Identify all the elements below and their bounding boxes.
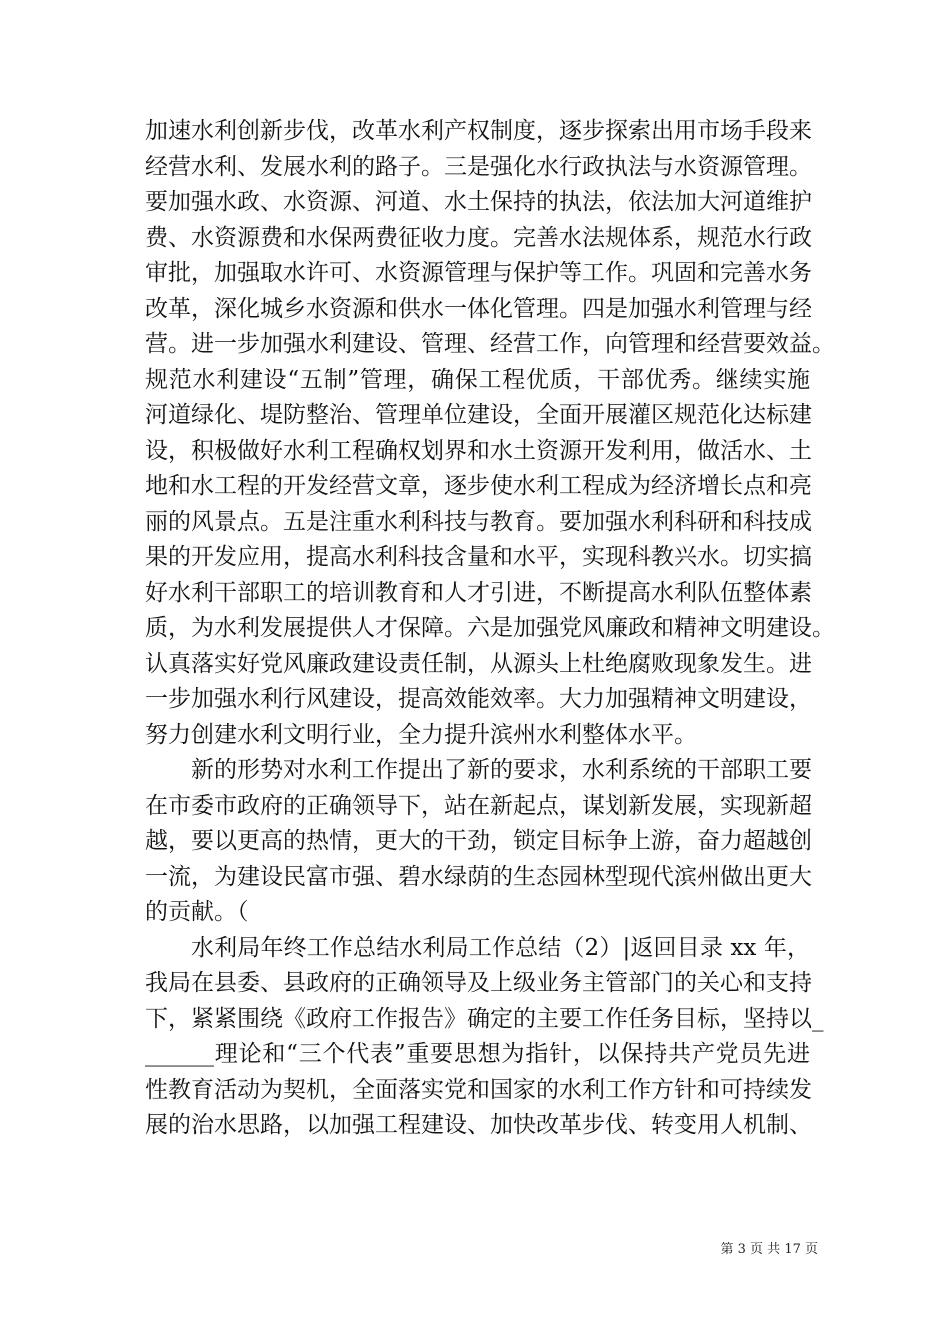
text-line: 加速水利创新步伐，改革水利产权制度，逐步探索出用市场手段来 — [145, 118, 812, 144]
text-line: 好水利干部职工的培训教育和人才引进，不断提高水利队伍整体素 — [145, 579, 812, 606]
paragraph-1 — [145, 114, 835, 753]
page-number-footer: 第 3 页 共 17 页 — [720, 1242, 818, 1257]
text-line: 我局在县委、县政府的正确领导及上级业务主管部门的关心和支持 — [145, 970, 812, 996]
text-line: 下，紧紧围绕《政府工作报告》确定的主要工作任务目标，坚持以_ — [145, 1005, 824, 1032]
text-line: 地和水工程的开发经营文章，逐步使水利工程成为经济增长点和亮 — [145, 473, 812, 499]
text-line: 河道绿化、堤防整治、管理单位建设，全面开展灌区规范化达标建 — [145, 402, 812, 428]
paragraph-3 — [145, 931, 824, 1144]
text-line: 努力创建水利文明行业，全力提升滨州水利整体水平。 — [145, 721, 697, 748]
text-line: 一步加强水利行风建设，提高效能效率。大力加强精神文明建设， — [145, 686, 812, 712]
text-line: 越，要以更高的热情，更大的干劲，锁定目标争上游，奋力超越创 — [145, 828, 812, 854]
text-line: 展的治水思路，以加强工程建设、加快改革步伐、转变用人机制、 — [145, 1112, 812, 1138]
text-line: 要加强水政、水资源、河道、水土保持的执法，依法加大河道维护 — [145, 189, 812, 215]
text-line: 丽的风景点。五是注重水利科技与教育。要加强水利科研和科技成 — [145, 508, 812, 535]
text-line: 经营水利、发展水利的路子。三是强化水行政执法与水资源管理。 — [145, 153, 812, 180]
paragraph-2 — [145, 753, 810, 931]
text-line: 费、水资源费和水保两费征收力度。完善水法规体系，规范水行政 — [145, 224, 812, 251]
text-line: 规范水利建设“五制”管理，确保工程优质，干部优秀。继续实施 — [145, 366, 810, 393]
text-line: 果的开发应用，提高水利科技含量和水平，实现科教兴水。切实搞 — [145, 544, 812, 570]
text-line: 审批，加强取水许可、水资源管理与保护等工作。巩固和完善水务 — [145, 260, 812, 286]
text-line: 性教育活动为契机，全面落实党和国家的水利工作方针和可持续发 — [145, 1076, 812, 1103]
text-line: 改革，深化城乡水资源和供水一体化管理。四是加强水利管理与经 — [145, 295, 812, 322]
text-line: 新的形势对水利工作提出了新的要求，水利系统的干部职工要 — [191, 757, 812, 783]
text-line: 一流，为建设民富市强、碧水绿荫的生态园林型现代滨州做出更大 — [145, 863, 812, 890]
text-line: 认真落实好党风廉政建设责任制，从源头上杜绝腐败现象发生。进 — [145, 650, 812, 677]
text-line: ______理论和“三个代表”重要思想为指针，以保持共产党员先进 — [145, 1041, 810, 1067]
text-line: 设，积极做好水利工程确权划界和水土资源开发利用，做活水、土 — [145, 437, 812, 464]
document-body — [145, 114, 835, 1144]
text-line: 在市委市政府的正确领导下，站在新起点，谋划新发展，实现新超 — [145, 792, 812, 819]
text-line: 营。进一步加强水利建设、管理、经营工作，向管理和经营要效益。 — [145, 331, 835, 357]
text-line: 质，为水利发展提供人才保障。六是加强党风廉政和精神文明建设。 — [145, 615, 835, 641]
text-line: 的贡献。（ — [145, 899, 249, 925]
text-line: 水利局年终工作总结水利局工作总结（2）|返回目录 xx 年， — [191, 934, 810, 961]
